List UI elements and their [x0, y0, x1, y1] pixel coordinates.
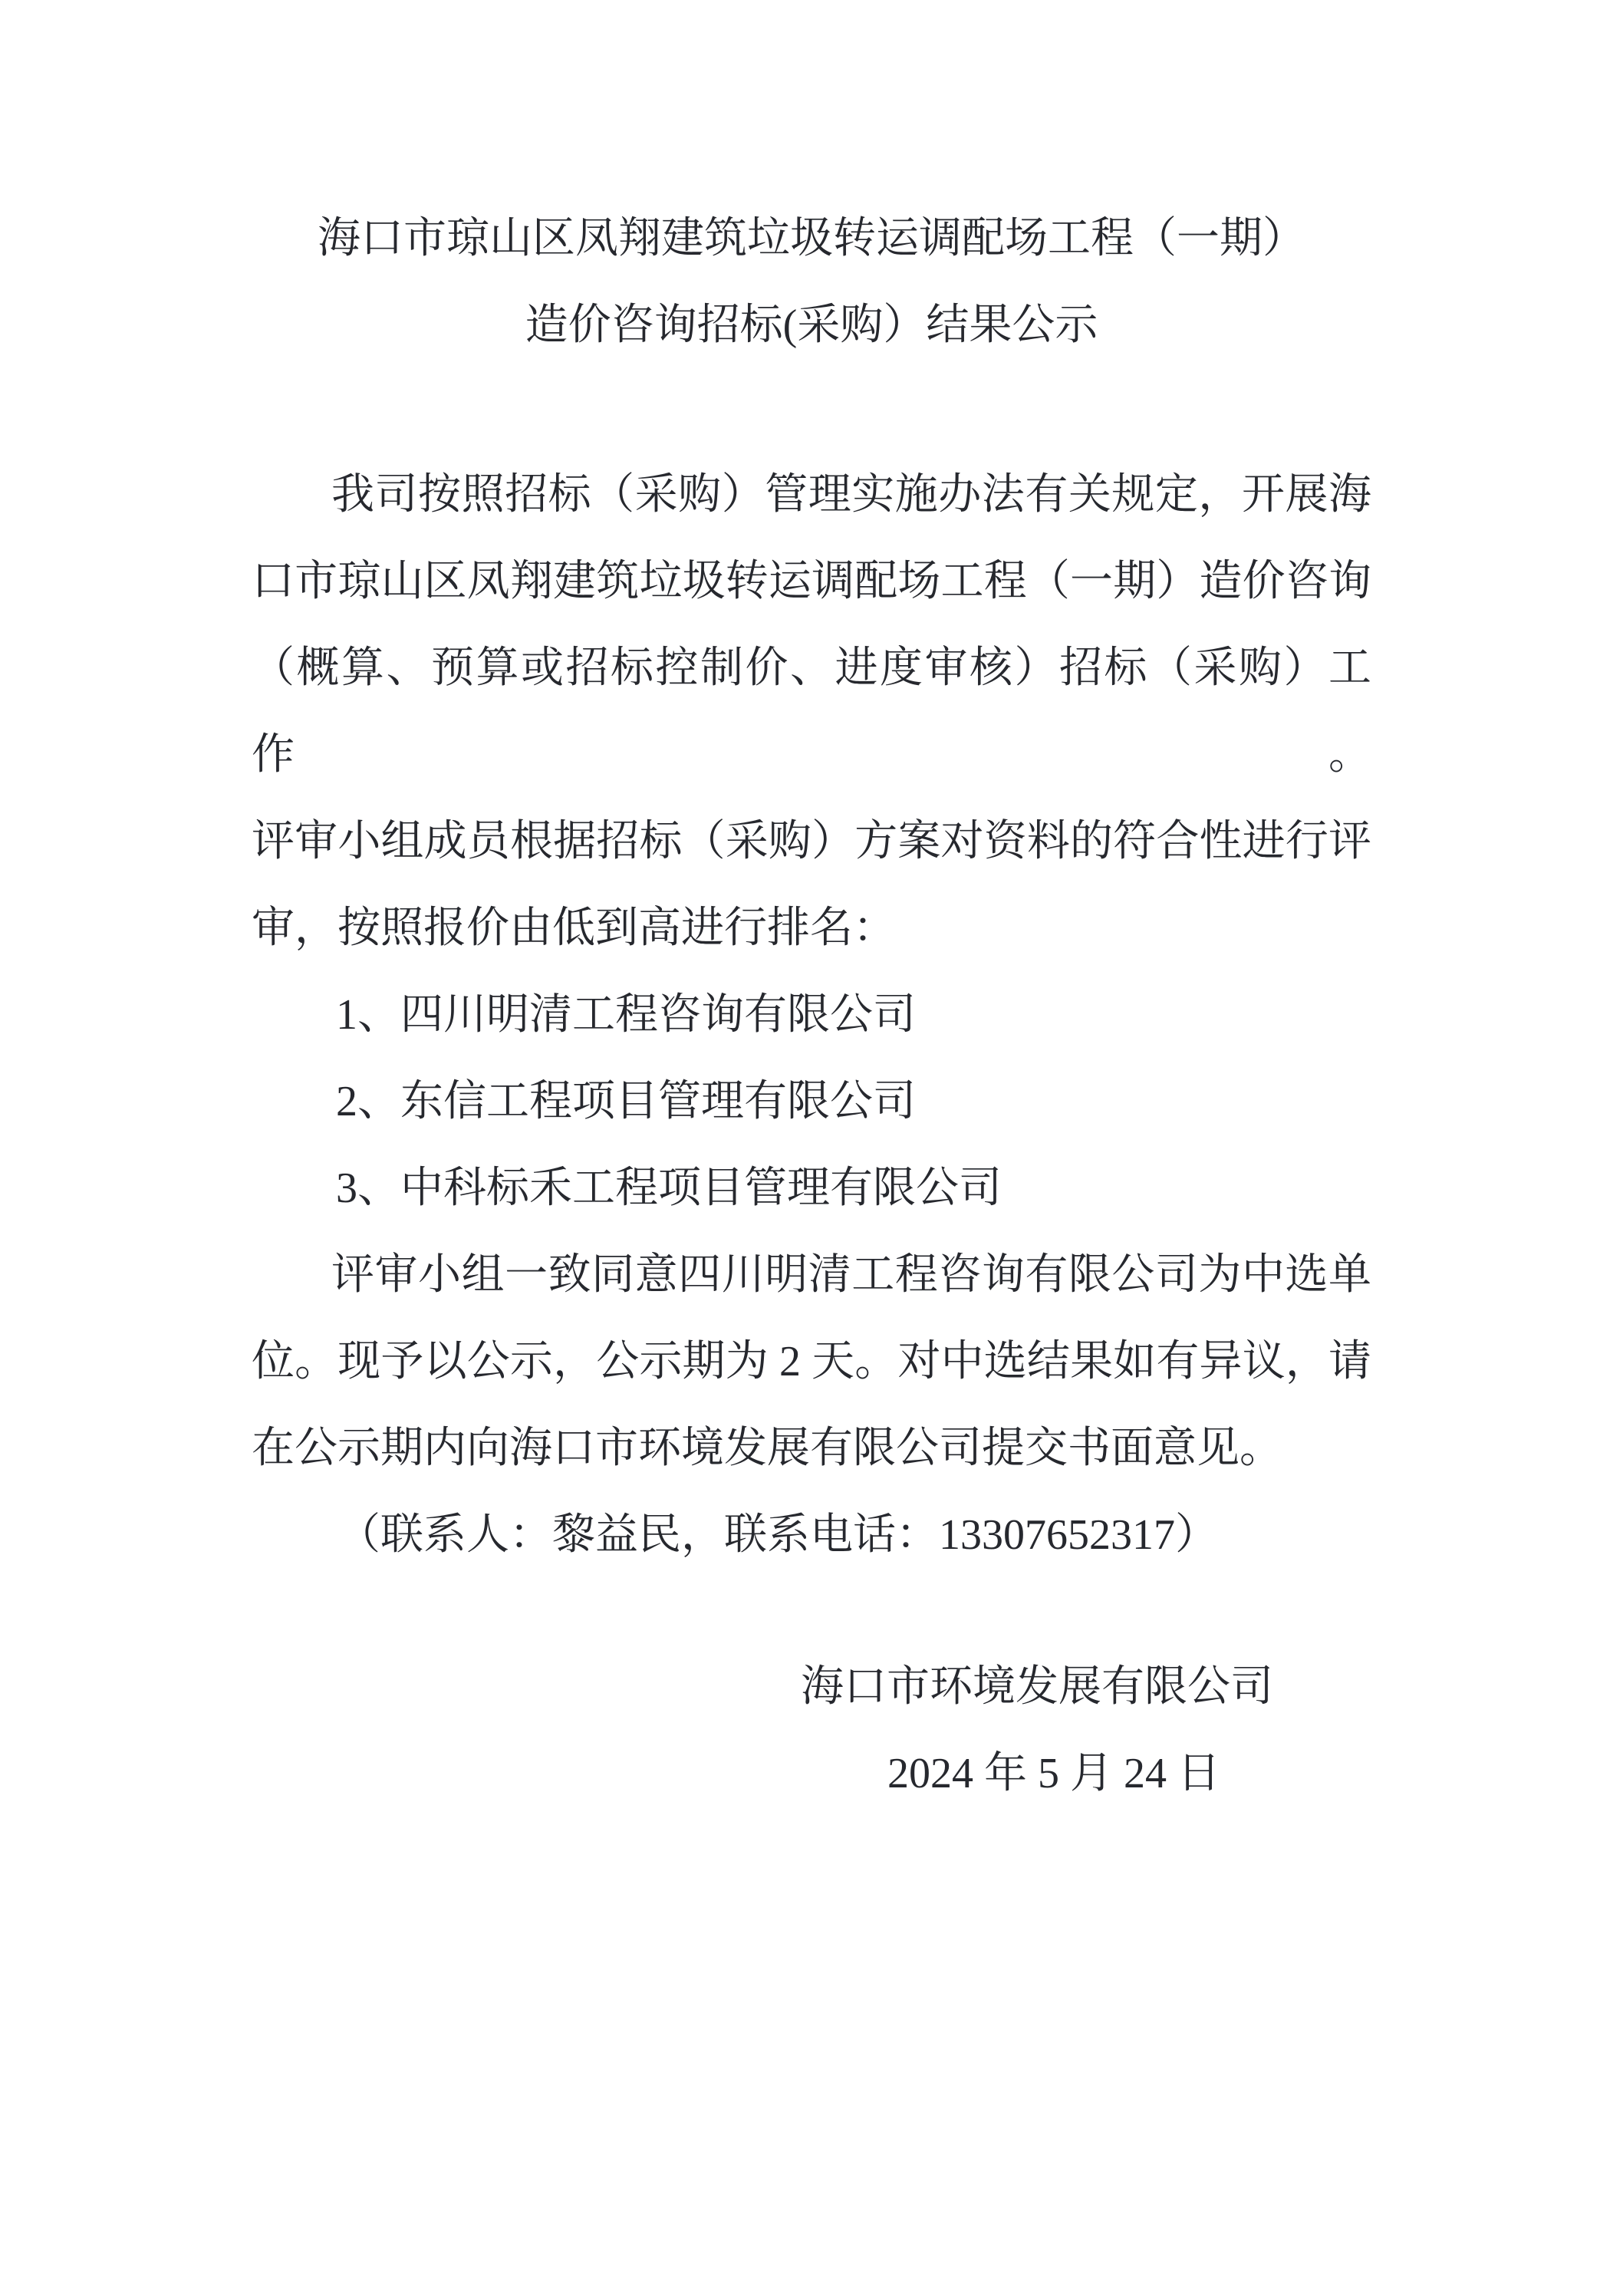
ranking-item-1: 1、四川明清工程咨询有限公司 — [336, 991, 916, 1039]
signature-date: 2024 年 5 月 24 日 — [887, 1750, 1220, 1797]
document-title — [252, 0, 1371, 369]
paragraph2-line-2: 位。现予以公示，公示期为 2 天。对中选结果如有异议，请 — [252, 1338, 1371, 1385]
paragraph1-line-5: 审，按照报价由低到高进行排名： — [252, 904, 896, 952]
paragraph1-line-2: 口市琼山区凤翔建筑垃圾转运调配场工程（一期）造价咨询 — [252, 558, 1371, 605]
paragraph1-line-1: 我司按照招标（采购）管理实施办法有关规定，开展海 — [331, 471, 1371, 519]
paragraph2-line-1: 评审小组一致同意四川明清工程咨询有限公司为中选单 — [331, 1251, 1371, 1299]
signature-company: 海口市环境发展有限公司 — [801, 1663, 1273, 1711]
document-body — [252, 452, 1371, 1579]
ranking-item-2: 2、东信工程项目管理有限公司 — [336, 1078, 916, 1125]
title-line-1: 海口市琼山区凤翔建筑垃圾转运调配场工程（一期） — [318, 215, 1305, 262]
paragraph2-line-3: 在公示期内向海口市环境发展有限公司提交书面意见。 — [252, 1425, 1282, 1472]
paragraph1-line-3: （概算、预算或招标控制价、进度审核）招标（采购）工作。 — [252, 644, 1371, 779]
title-line-2: 造价咨询招标(采购）结果公示 — [525, 301, 1098, 349]
contact-line: （联系人：黎益民，联系电话：13307652317） — [337, 1511, 1218, 1559]
signature-block — [252, 1644, 1371, 1817]
paragraph1-line-4: 评审小组成员根据招标（采购）方案对资料的符合性进行评 — [252, 818, 1371, 865]
ranking-item-3: 3、中科标禾工程项目管理有限公司 — [336, 1164, 1002, 1212]
